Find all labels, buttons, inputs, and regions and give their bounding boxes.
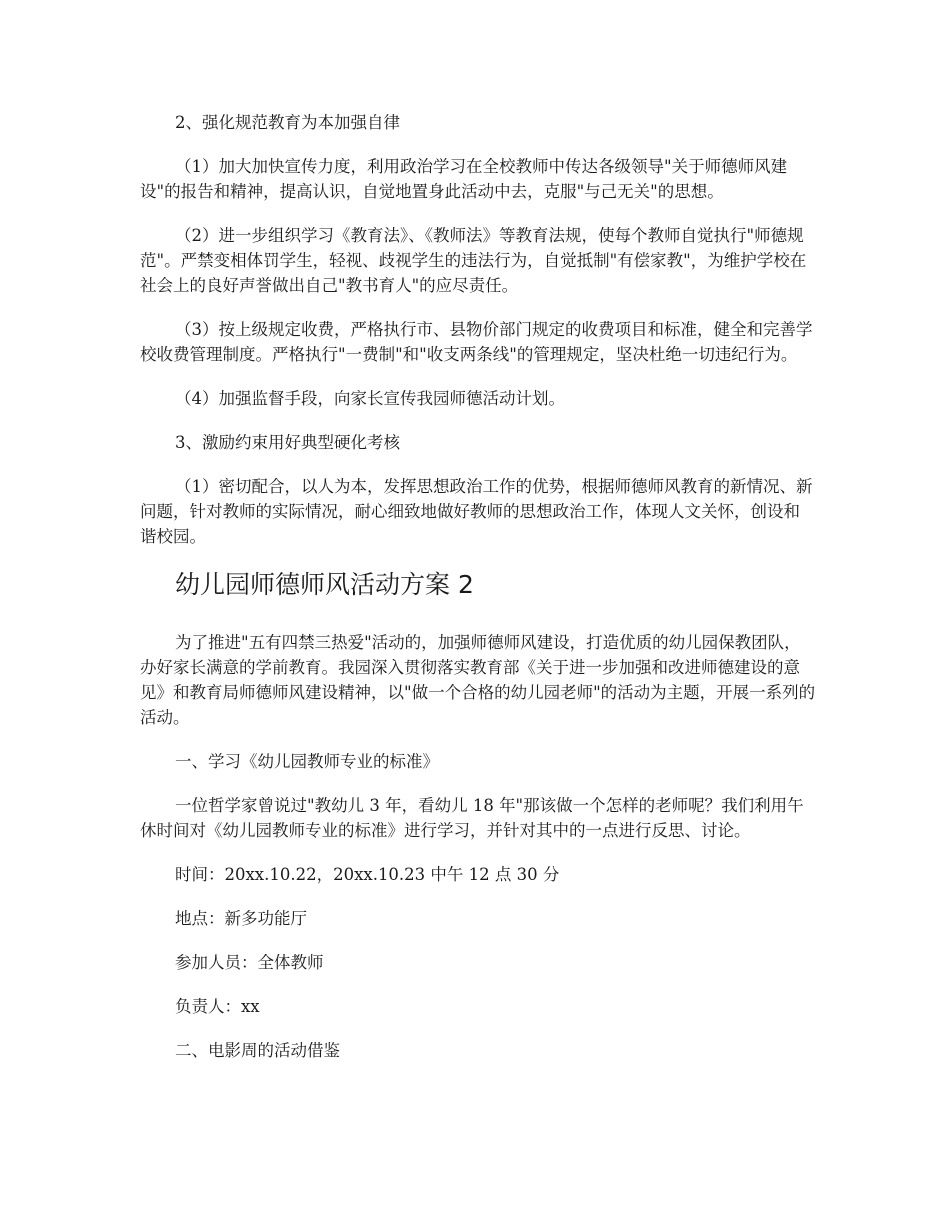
paragraph-2: （2）进一步组织学习《教育法》、《教师法》等教育法规，使每个教师自觉执行"师德规范"。严禁变相体罚学生，轻视、歧视学生的违法行为，自觉抵制"有偿家教"，为维护学校在社会上的良好声誉做出自己"教书育人"的应尽责任。	[140, 226, 807, 295]
section-heading-two: 二、电影周的活动借鉴	[175, 1041, 340, 1060]
paragraph-1: （1）加大加快宣传力度，利用政治学习在全校教师中传达各级领导"关于师德师风建设"的报告和精神，提高认识，自觉地置身此活动中去，克服"与己无关"的思想。	[140, 157, 788, 201]
section-heading-one: 一、学习《幼儿园教师专业的标准》	[175, 752, 439, 771]
section-heading-3: 3、激励约束用好典型硬化考核	[175, 433, 400, 452]
location-line: 地点：新多功能厅	[175, 909, 307, 928]
person-in-charge-line: 负责人：xx	[175, 997, 260, 1016]
page-title: 幼儿园师德师风活动方案 2	[175, 570, 474, 599]
paragraph-quote: 一位哲学家曾说过"教幼儿 3 年，看幼儿 18 年"那该做一个怎样的老师呢？我们利用午休时间对《幼儿园教师专业的标准》进行学习，并针对其中的一点进行反思、讨论。	[140, 796, 804, 840]
paragraph-4: （4）加强监督手段，向家长宣传我园师德活动计划。	[175, 389, 565, 408]
participants-line: 参加人员：全体教师	[175, 953, 324, 972]
paragraph-5: （1）密切配合，以人为本，发挥思想政治工作的优势，根据师德师风教育的新情况、新问题，针对教师的实际情况，耐心细致地做好教师的思想政治工作，体现人文关怀，创设和谐校园。	[140, 477, 813, 546]
paragraph-intro: 为了推进"五有四禁三热爱"活动的，加强师德师风建设，打造优质的幼儿园保教团队，办好家长满意的学前教育。我园深入贯彻落实教育部《关于进一步加强和改进师德建设的意见》和教育局师德师风建设精神，以"做一个合格的幼儿园老师"的活动为主题，开展一系列的活动。	[140, 633, 816, 727]
section-heading-2: 2、强化规范教育为本加强自律	[175, 113, 400, 132]
time-line: 时间：20xx.10.22，20xx.10.23 中午 12 点 30 分	[175, 865, 560, 884]
paragraph-3: （3）按上级规定收费，严格执行市、县物价部门规定的收费项目和标准，健全和完善学校收费管理制度。严格执行"一费制"和"收支两条线"的管理规定，坚决杜绝一切违纪行为。	[140, 320, 813, 364]
document-body	[140, 110, 816, 1063]
